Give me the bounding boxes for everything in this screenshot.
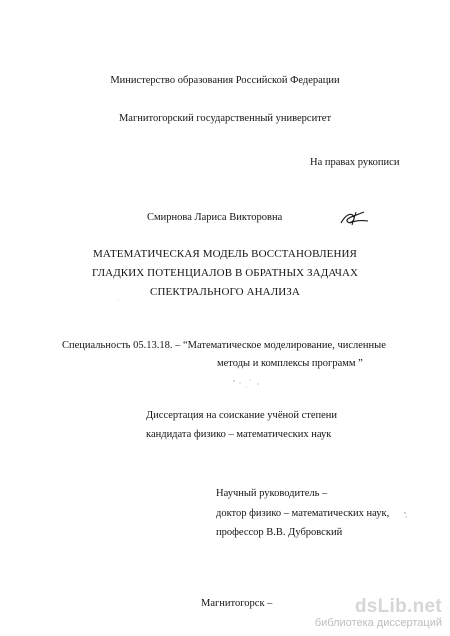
watermark-logo: dsLib.net <box>354 596 442 617</box>
supervisor-line-2: доктор физико – математических наук, <box>216 508 390 519</box>
ministry-heading: Министерство образования Российской Федерации <box>110 75 340 86</box>
city-line: Магнитогорск – <box>201 598 273 609</box>
specialty-line-2: методы и комплексы программ ” <box>217 358 363 369</box>
author-signature <box>338 208 372 230</box>
supervisor-line-1: Научный руководитель – <box>216 488 328 499</box>
watermark-subtitle: библиотека диссертаций <box>314 617 442 629</box>
university-heading: Магнитогорский государственный университет <box>118 113 332 124</box>
dslib-watermark <box>315 597 442 630</box>
specialty-line-1: Специальность 05.13.18. – “Математическое моделирование, численные <box>62 340 386 351</box>
dissertation-title-line-2: ГЛАДКИХ ПОТЕНЦИАЛОВ В ОБРАТНЫХ ЗАДАЧАХ <box>91 267 359 279</box>
dissertation-title-line-1: МАТЕМАТИЧЕСКАЯ МОДЕЛЬ ВОССТАНОВЛЕНИЯ <box>93 248 357 260</box>
degree-line-1: Диссертация на соискание учёной степени <box>146 410 338 421</box>
author-name: Смирнова Лариса Викторовна <box>147 212 283 223</box>
manuscript-note: На правах рукописи <box>310 157 400 168</box>
supervisor-line-3: профессор В.В. Дубровский <box>216 527 343 538</box>
degree-line-2: кандидата физико – математических наук <box>146 429 332 440</box>
dissertation-title-line-3: СПЕКТРАЛЬНОГО АНАЛИЗА <box>150 286 300 298</box>
